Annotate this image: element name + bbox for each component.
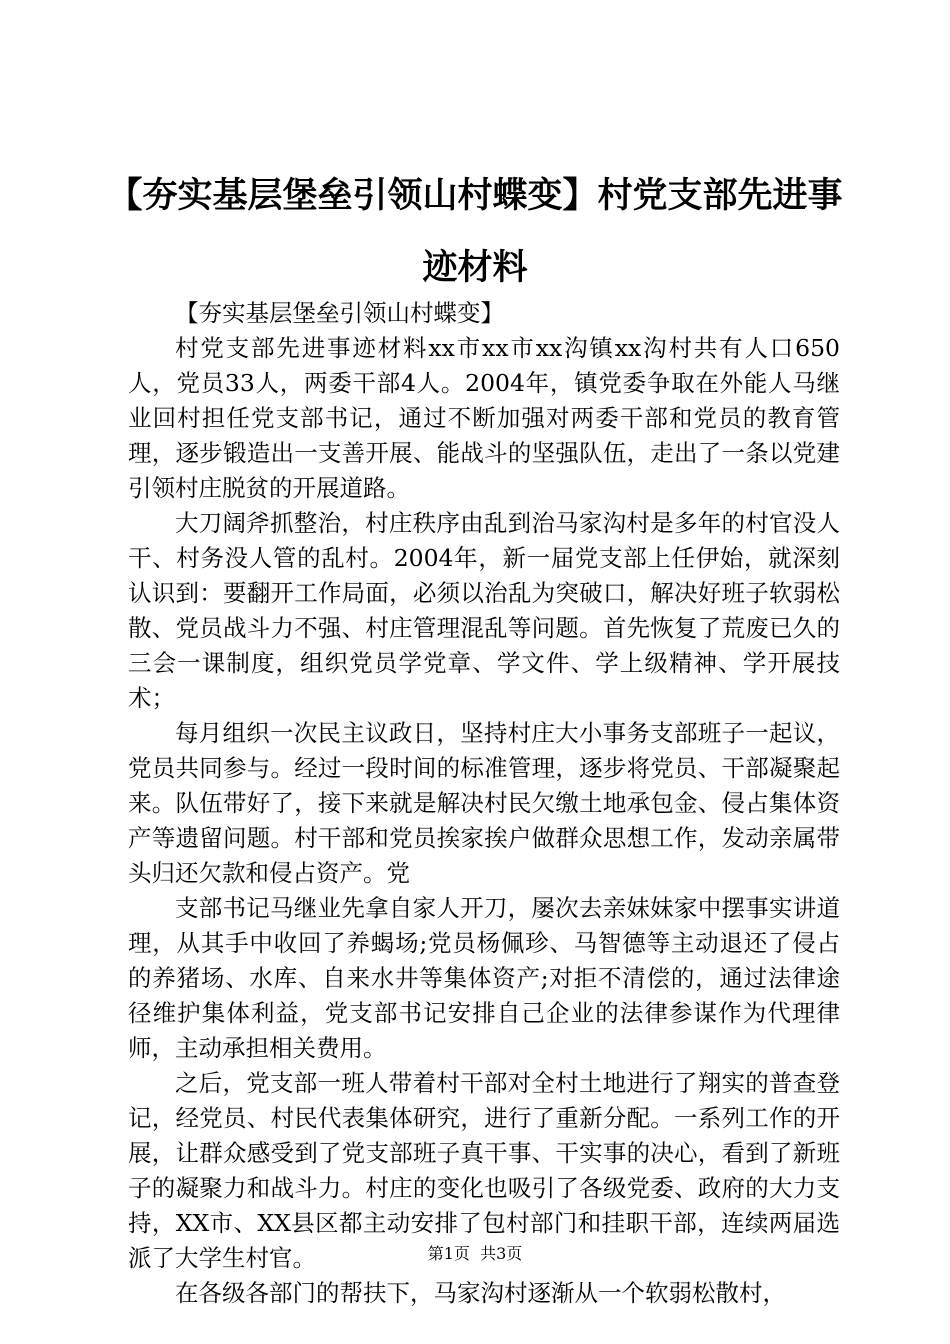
paragraph-3: 大刀阔斧抓整治，村庄秩序由乱到治马家沟村是多年的村官没人干、村务没人管的乱村。2004年，新一届党支部上任伊始，就深刻认识到：要翻开工作局面，必须以治乱为突破口，解决好班子软弱松散、党员战斗力不强、村庄管理混乱等问题。首先恢复了荒废已久的三会一课制度，组织党员学党章、学文件、学上级精神、学开展技术； (128, 509, 840, 712)
paragraph-7: 在各级各部门的帮扶下，马家沟村逐渐从一个软弱松散村， (175, 1279, 786, 1307)
document-body (128, 296, 840, 1311)
paragraph-1: 【夯实基层堡垒引领山村蝶变】 (175, 299, 504, 327)
page-number-total: 共3页 (480, 1244, 523, 1263)
paragraph-6: 之后，党支部一班人带着村干部对全村土地进行了翔实的普查登记，经党员、村民代表集体研究，进行了重新分配。一系列工作的开展，让群众感受到了党支部班子真干事、干实事的决心，看到了新班子的凝聚力和战斗力。村庄的变化也吸引了各级党委、政府的大力支持，XX市、XX县区都主动安排了包村部门和挂职干部，连续两届选派了大学生村官。 (128, 1069, 840, 1272)
paragraph-5: 支部书记马继业先拿自家人开刀，屡次去亲妹妹家中摆事实讲道理，从其手中收回了养蝎场;党员杨佩珍、马智德等主动退还了侵占的养猪场、水库、自来水井等集体资产;对拒不清偿的，通过法律途径维护集体利益，党支部书记安排自己企业的法律参谋作为代理律师，主动承担相关费用。 (128, 894, 840, 1062)
paragraph-2: 村党支部先进事迹材料xx市xx市xx沟镇xx沟村共有人口650人，党员33人，两委干部4人。2004年，镇党委争取在外能人马继业回村担任党支部书记，通过不断加强对两委干部和党员的教育管理，逐步锻造出一支善开展、能战斗的坚强队伍，走出了一条以党建引领村庄脱贫的开展道路。 (128, 334, 840, 502)
paragraph-4: 每月组织一次民主议政日，坚持村庄大小事务支部班子一起议，党员共同参与。经过一段时间的标准管理，逐步将党员、干部凝聚起来。队伍带好了，接下来就是解决村民欠缴土地承包金、侵占集体资产等遗留问题。村干部和党员挨家挨户做群众思想工作，发动亲属带头归还欠款和侵占资产。党 (128, 719, 840, 887)
document-title: 【夯实基层堡垒引领山村蝶变】村党支部先进事迹材料 (107, 175, 843, 288)
page-number-current: 第1页 (427, 1244, 470, 1263)
page-footer (0, 1242, 950, 1266)
